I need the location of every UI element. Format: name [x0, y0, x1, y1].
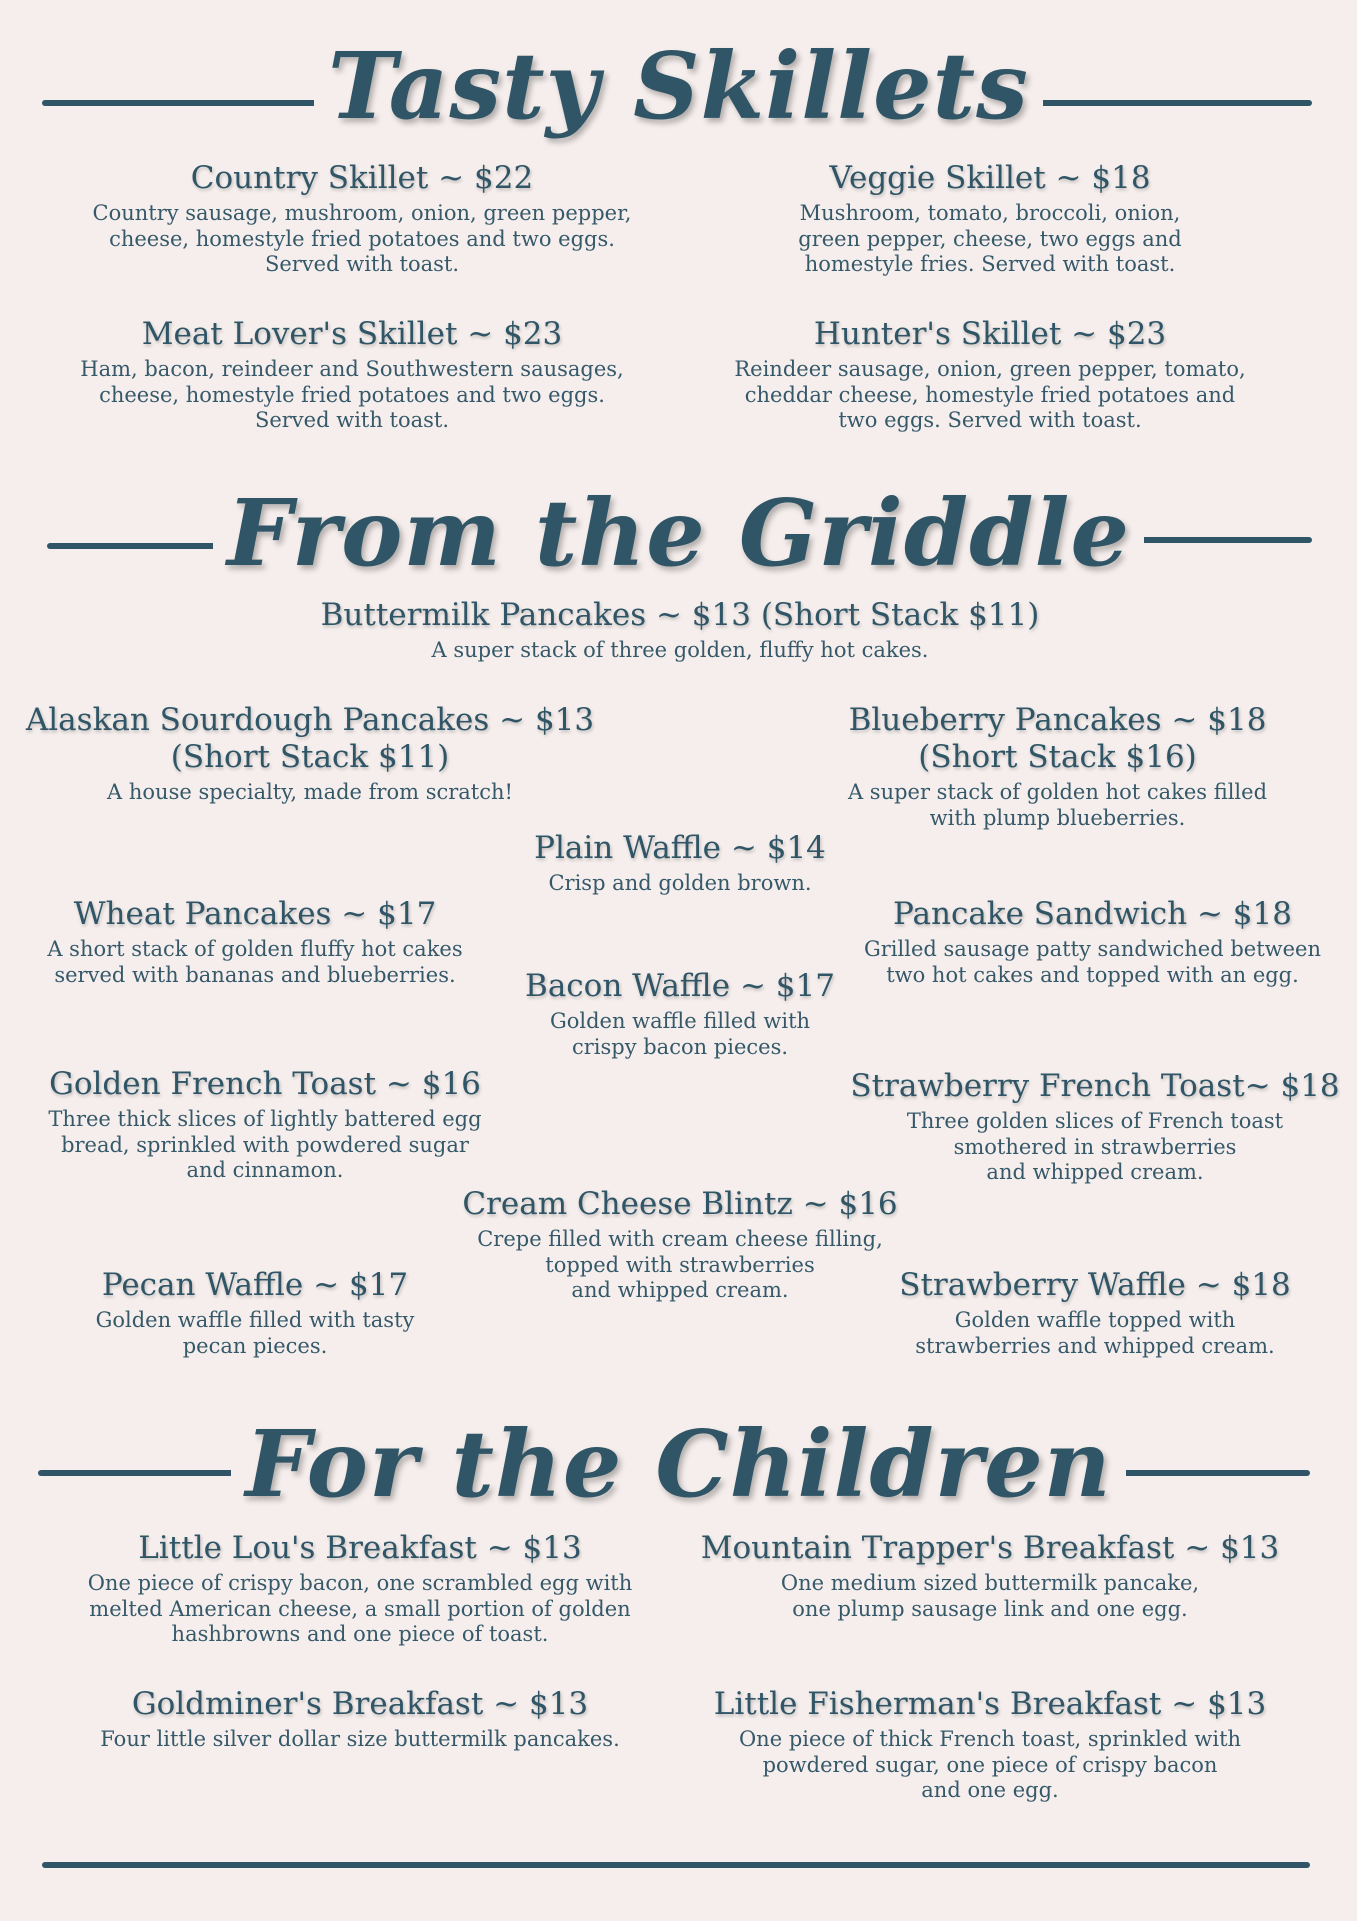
menu-item [200, 597, 1160, 664]
item-name: Blueberry Pancakes ~ $18 (Short Stack $16) [848, 702, 1267, 776]
item-name: Veggie Skillet ~ $18 [829, 160, 1151, 196]
section-header-skillets [0, 32, 1357, 150]
menu-item [835, 896, 1350, 988]
menu-item [10, 1066, 520, 1184]
item-description: Golden waffle topped with strawberries and whipped cream. [915, 1308, 1275, 1358]
menu-item [680, 1686, 1300, 1804]
menu-item [800, 702, 1315, 832]
item-description: A short stack of golden fluffy hot cakes served with bananas and blueberries. [47, 937, 463, 987]
item-name: Strawberry Waffle ~ $18 [899, 1267, 1291, 1303]
menu-item [30, 1686, 690, 1753]
item-description: A house specialty, made from scratch! [107, 780, 513, 805]
section-header-children [0, 1410, 1357, 1528]
item-description: Golden waffle filled with crispy bacon pieces. [549, 1009, 811, 1059]
menu-item [42, 160, 682, 278]
item-description: Crepe filled with cream cheese filling, topped with strawberries and whipped cream. [477, 1227, 883, 1303]
item-name: Little Lou's Breakfast ~ $13 [138, 1530, 582, 1566]
item-description: Reindeer sausage, onion, green pepper, tomato, cheddar cheese, homestyle fried potatoes and two eggs. Served with toast. [734, 357, 1246, 433]
item-description: Ham, bacon, reindeer and Southwestern sausages, cheese, homestyle fried potatoes and two eggs. Served with toast. [80, 357, 624, 433]
bottom-rule [42, 1862, 1310, 1868]
item-name: Hunter's Skillet ~ $23 [813, 316, 1167, 352]
item-description: Country sausage, mushroom, onion, green pepper, cheese, homestyle fried potatoes and two eggs. Served with toast. [92, 201, 632, 277]
menu-item [680, 1530, 1300, 1622]
menu-item [680, 316, 1300, 434]
item-description: Three golden slices of French toast smothered in strawberries and whipped cream. [906, 1109, 1284, 1185]
item-description: One piece of crispy bacon, one scrambled egg with melted American cheese, a small portion of golden hashbrowns and one piece of toast. [87, 1571, 633, 1647]
menu-item [840, 1068, 1350, 1186]
menu-item [10, 702, 610, 806]
item-description: Mushroom, tomato, broccoli, onion, green pepper, cheese, two eggs and homestyle fries. Served with toast. [798, 201, 1182, 277]
menu-item [10, 896, 500, 988]
section-title: For the Children [0, 1418, 1357, 1510]
menu-item [500, 968, 860, 1060]
item-name: Little Fisherman's Breakfast ~ $13 [713, 1686, 1267, 1722]
item-name: Plain Waffle ~ $14 [534, 830, 826, 866]
menu-item [42, 316, 662, 434]
item-name: Meat Lover's Skillet ~ $23 [141, 316, 563, 352]
item-name: Mountain Trapper's Breakfast ~ $13 [700, 1530, 1280, 1566]
item-name: Alaskan Sourdough Pancakes ~ $13 (Short Stack $11) [25, 702, 595, 776]
item-name: Wheat Pancakes ~ $17 [73, 896, 437, 932]
item-name: Goldminer's Breakfast ~ $13 [131, 1686, 589, 1722]
item-name: Bacon Waffle ~ $17 [525, 968, 835, 1004]
menu-item [680, 160, 1300, 278]
section-header-griddle [0, 479, 1357, 597]
item-description: Four little silver dollar size buttermilk pancakes. [100, 1727, 620, 1752]
menu-item [30, 1530, 690, 1648]
item-name: Buttermilk Pancakes ~ $13 (Short Stack $11) [320, 597, 1040, 633]
item-description: Three thick slices of lightly battered egg bread, sprinkled with powdered sugar and cinnamon. [48, 1107, 482, 1183]
menu-item [30, 1267, 480, 1359]
item-name: Cream Cheese Blintz ~ $16 [462, 1186, 898, 1222]
item-description: Grilled sausage patty sandwiched between two hot cakes and topped with an egg. [863, 937, 1321, 987]
item-name: Golden French Toast ~ $16 [49, 1066, 481, 1102]
item-description: One medium sized buttermilk pancake, one plump sausage link and one egg. [780, 1571, 1200, 1621]
item-name: Pancake Sandwich ~ $18 [893, 896, 1292, 932]
item-name: Country Skillet ~ $22 [190, 160, 534, 196]
section-title: From the Griddle [0, 487, 1357, 579]
item-description: A super stack of golden hot cakes filled with plump blueberries. [847, 780, 1268, 830]
item-name: Strawberry French Toast~ $18 [850, 1068, 1340, 1104]
menu-item [500, 830, 860, 897]
item-description: One piece of thick French toast, sprinkled with powdered sugar, one piece of crispy bacon and one egg. [738, 1727, 1242, 1803]
item-description: Crisp and golden brown. [548, 871, 812, 896]
item-description: A super stack of three golden, fluffy hot cakes. [431, 638, 929, 663]
menu-item [440, 1186, 920, 1304]
menu-item [855, 1267, 1335, 1359]
section-title: Tasty Skillets [0, 40, 1357, 132]
item-name: Pecan Waffle ~ $17 [101, 1267, 409, 1303]
item-description: Golden waffle filled with tasty pecan pieces. [95, 1308, 415, 1358]
